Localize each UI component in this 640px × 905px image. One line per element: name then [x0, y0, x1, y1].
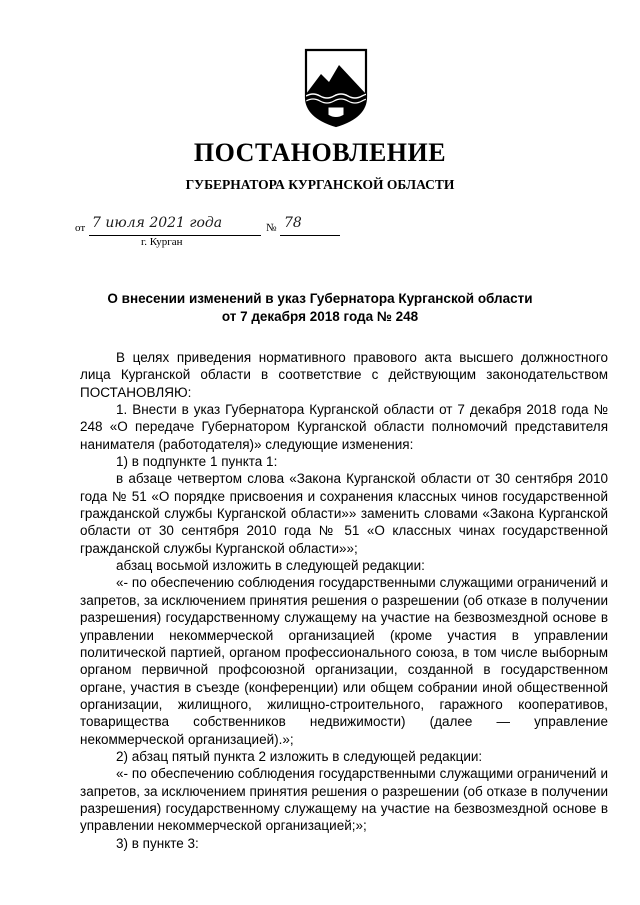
coat-of-arms-icon [303, 47, 369, 129]
paragraph: 1) в подпункте 1 пункта 1: [116, 454, 278, 470]
paragraph: 3) в пункте 3: [116, 835, 199, 851]
heading-line-2: от 7 декабря 2018 года № 248 [221, 309, 419, 324]
handwritten-date: 7 июля 2021 года [92, 215, 223, 231]
document-body [80, 349, 608, 852]
number-label: № [266, 222, 277, 234]
paragraph: «- по обеспечению соблюдения государственными служащими ограничений и запретов, за исключением принятия решения о разрешении (об отказе в получении разрешения) государственному служащему на участие на безвозмездной основе в управлении некоммерческой организацией;»; [80, 766, 608, 834]
number-underline [280, 235, 340, 236]
heading-line-1: О внесении изменений в указ Губернатора Курганской области [107, 291, 533, 306]
document-heading [0, 290, 640, 326]
document-subtitle: ГУБЕРНАТОРА КУРГАНСКОЙ ОБЛАСТИ [185, 177, 455, 192]
paragraph: «- по обеспечению соблюдения государственными служащими ограничений и запретов, за исключением принятия решения о разрешении (об отказе в получении разрешения) государственному служащему на участие на безвозмездной основе в управлении некоммерческой организацией (кроме участия в управлении политической партией, органом профессионального союза, в том числе выборным органом первичной профсоюзной организации, созданной в государственном органе, участия в съезде (конференции) или общем собрании иной общественной организации, жилищного, жилищно-строительного, гаражного кооперативов, товарищества собственников недвижимости) (далее — управление некоммерческой организацией).»; [80, 575, 608, 747]
paragraph: 2) абзац пятый пункта 2 изложить в следующей редакции: [116, 748, 483, 764]
handwritten-number: 78 [284, 215, 302, 231]
document-title: ПОСТАНОВЛЕНИЕ [193, 138, 447, 167]
paragraph: абзац восьмой изложить в следующей редакции: [116, 558, 425, 574]
city-label: г. Курган [141, 236, 183, 248]
paragraph: 1. Внести в указ Губернатора Курганской области от 7 декабря 2018 года № 248 «О передаче Губернатором Курганской области полномочий представителя нанимателя (работодателя)» следующие изменения: [80, 402, 608, 452]
paragraph: в абзаце четвертом слова «Закона Курганской области от 30 сентября 2010 года № 51 «О порядке присвоения и сохранения классных чинов государственной гражданской службы Курганской области»» заменить словами «Закона Курганской области от 30 сентября 2010 года № 51 «О классных чинах государственной гражданской службы Курганской области»»; [80, 471, 608, 556]
document-meta [75, 212, 375, 252]
from-label: от [75, 222, 86, 234]
paragraph: В целях приведения нормативного правового акта высшего должностного лица Курганской области в соответствие с действующим законодательством ПОСТАНОВЛЯЮ: [80, 350, 608, 400]
